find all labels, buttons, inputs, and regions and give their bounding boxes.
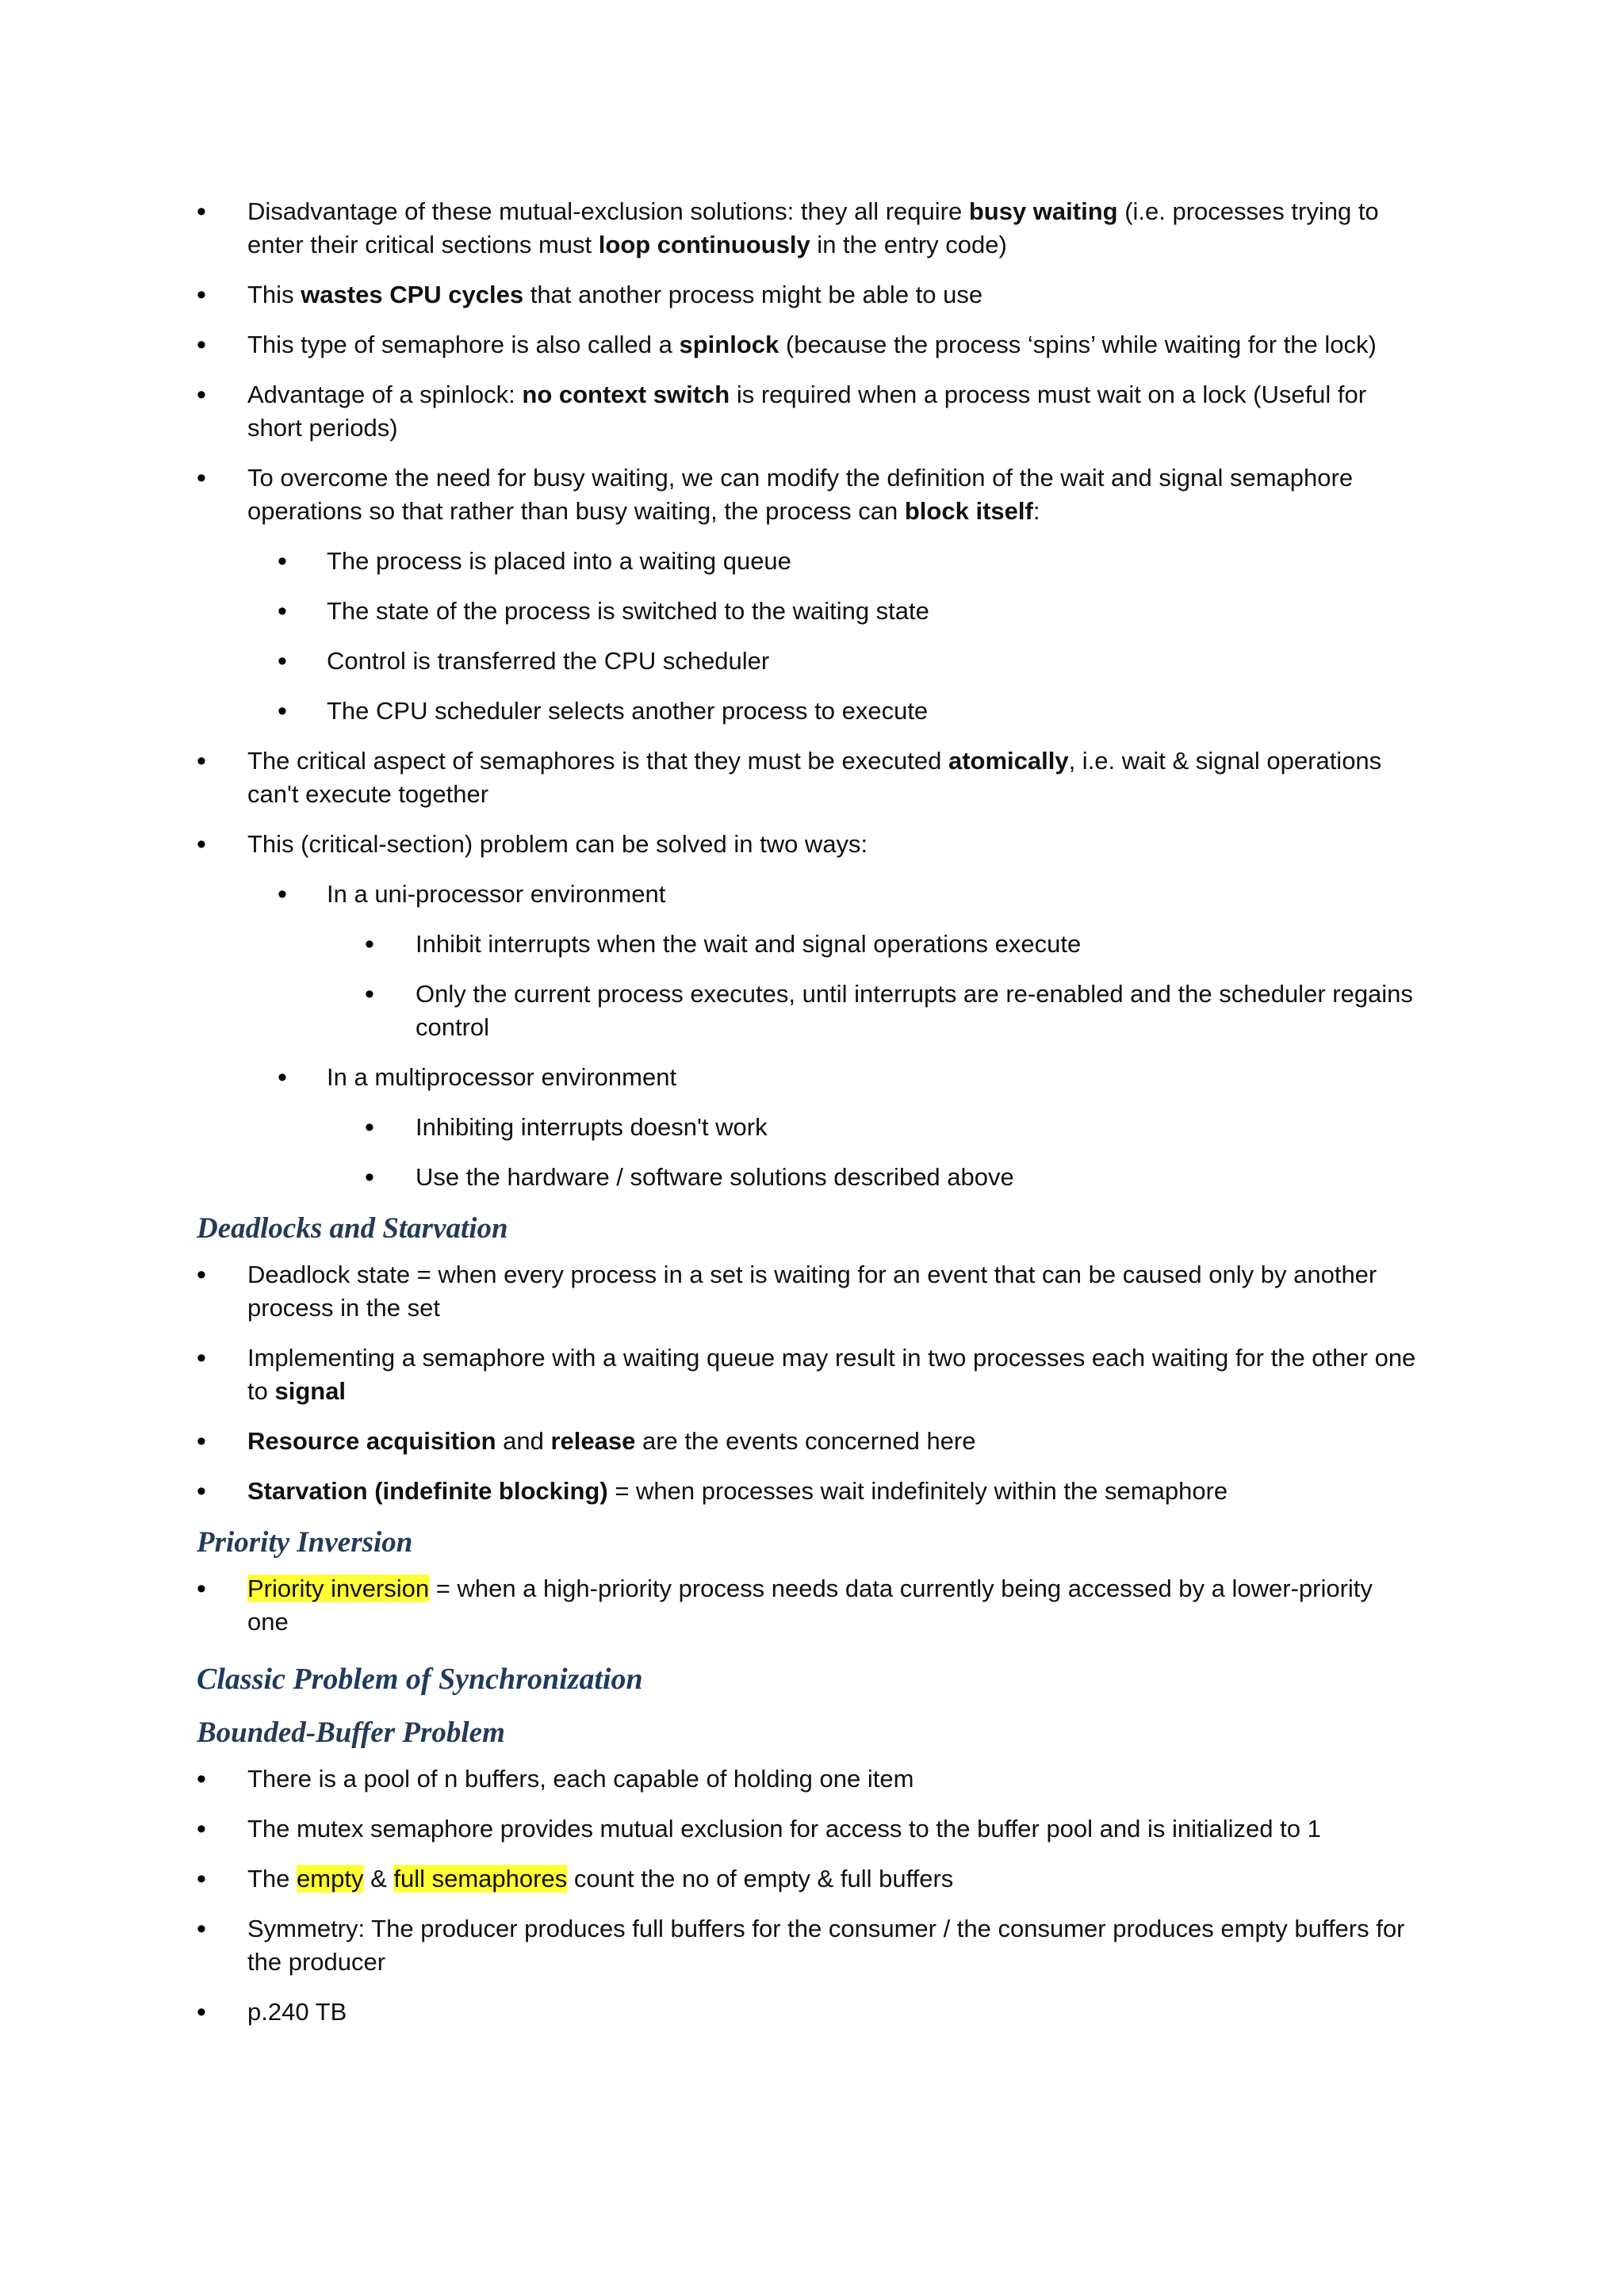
sub-bullet-uni-processor: • In a uni-processor environment	[197, 878, 1418, 911]
bullet-priority-inversion: • Priority inversion = when a high-priority process needs data currently being accessed by a lower-priority one	[197, 1572, 1418, 1639]
document-body	[197, 195, 1418, 2045]
bullet-deadlock-state: • Deadlock state = when every process in a set is waiting for an event that can be caused only by another process in the set	[197, 1258, 1418, 1325]
heading-priority-inversion: Priority Inversion	[197, 1526, 413, 1559]
bullet-starvation: • Starvation (indefinite blocking) = when processes wait indefinitely within the semaphore	[197, 1475, 1418, 1508]
bullet-symmetry: • Symmetry: The producer produces full buffers for the consumer / the consumer produces empty buffers for the producer	[197, 1912, 1418, 1979]
bullet-two-ways: • This (critical-section) problem can be solved in two ways:	[197, 828, 1418, 861]
highlight-priority-inversion: Priority inversion	[247, 1575, 430, 1602]
bullet-wastes-cpu: • This wastes CPU cycles that another process might be able to use	[197, 278, 1418, 312]
sub-bullet-waiting-queue: • The process is placed into a waiting queue	[197, 545, 1418, 578]
heading-classic-problem: Classic Problem of Synchronization	[197, 1663, 643, 1696]
bullet-page-reference: • p.240 TB	[197, 1996, 1418, 2029]
highlight-empty: empty	[297, 1865, 364, 1892]
bullet-resource-acquisition: • Resource acquisition and release are the events concerned here	[197, 1425, 1418, 1458]
sub-sub-bullet-current-process: • Only the current process executes, until interrupts are re-enabled and the scheduler regains control	[197, 978, 1418, 1044]
bullet-busy-waiting: • Disadvantage of these mutual-exclusion solutions: they all require busy waiting (i.e. processes trying to enter their critical sections must loop continuously in the entry code)	[197, 195, 1418, 262]
bullet-mutex-semaphore: • The mutex semaphore provides mutual exclusion for access to the buffer pool and is initialized to 1	[197, 1812, 1418, 1846]
bullet-spinlock-advantage: • Advantage of a spinlock: no context switch is required when a process must wait on a lock (Useful for short periods)	[197, 378, 1418, 445]
sub-sub-bullet-inhibiting-fails: • Inhibiting interrupts doesn't work	[197, 1111, 1418, 1144]
bullet-atomically: • The critical aspect of semaphores is that they must be executed atomically, i.e. wait & signal operations can't execute together	[197, 744, 1418, 811]
sub-bullet-waiting-state: • The state of the process is switched to the waiting state	[197, 595, 1418, 628]
bullet-empty-full-semaphores: • The empty & full semaphores count the no of empty & full buffers	[197, 1862, 1418, 1896]
sub-bullet-scheduler-selects: • The CPU scheduler selects another process to execute	[197, 695, 1418, 728]
highlight-full-semaphores: full semaphores	[393, 1865, 568, 1892]
bullet-waiting-queue-signal: • Implementing a semaphore with a waiting queue may result in two processes each waiting for the other one to signal	[197, 1341, 1418, 1408]
heading-deadlocks: Deadlocks and Starvation	[197, 1212, 508, 1245]
sub-bullet-control-transferred: • Control is transferred the CPU scheduler	[197, 645, 1418, 678]
bullet-spinlock: • This type of semaphore is also called a spinlock (because the process ‘spins’ while waiting for the lock)	[197, 328, 1418, 362]
heading-bounded-buffer: Bounded-Buffer Problem	[197, 1716, 505, 1749]
sub-sub-bullet-hw-sw-solutions: • Use the hardware / software solutions described above	[197, 1161, 1418, 1194]
sub-bullet-multiprocessor: • In a multiprocessor environment	[197, 1061, 1418, 1094]
sub-sub-bullet-inhibit: • Inhibit interrupts when the wait and signal operations execute	[197, 928, 1418, 961]
bullet-pool-of-buffers: • There is a pool of n buffers, each capable of holding one item	[197, 1762, 1418, 1796]
bullet-block-itself: • To overcome the need for busy waiting, we can modify the definition of the wait and signal semaphore operations so that rather than busy waiting, the process can block itself:	[197, 461, 1418, 528]
